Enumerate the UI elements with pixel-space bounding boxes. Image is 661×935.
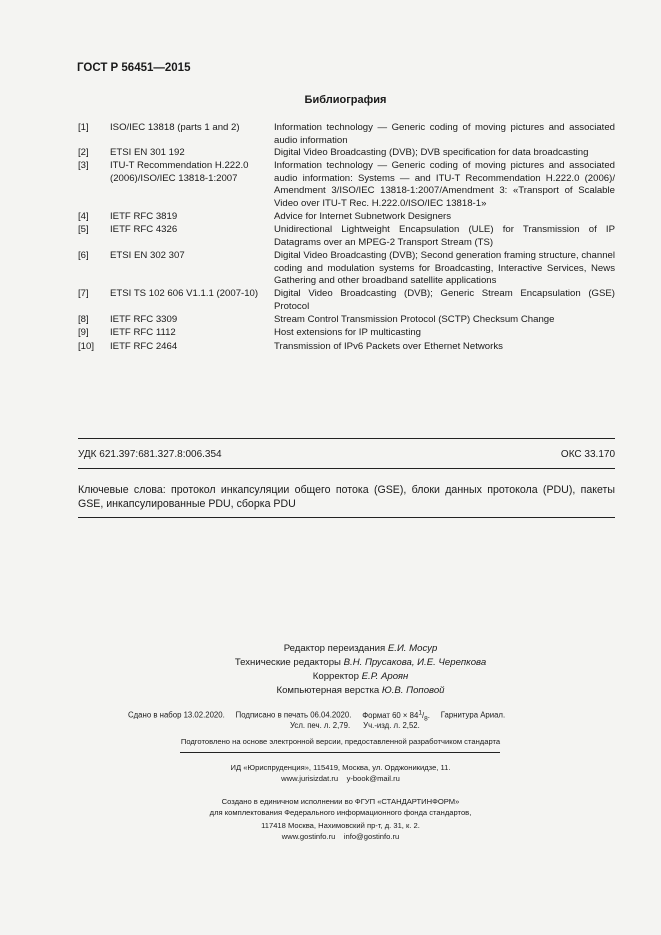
prepared-note: Подготовлено на основе электронной версии, предоставленной разработчиком стандарта — [180, 737, 501, 746]
entry-code: ETSI EN 301 192 — [110, 147, 185, 158]
publication-sheets: Уч.-изд. л. 2,52. — [363, 721, 420, 730]
entry-code: IETF RFC 3819 — [110, 211, 178, 222]
layout-label: Компьютерная верстка — [276, 685, 380, 696]
tech-editors-name: В.Н. Прусакова, И.Е. Черепкова — [343, 657, 487, 668]
entry-description: Transmission of IPv6 Packets over Ethernet Networks — [274, 341, 503, 352]
bibliography-title: Библиография — [304, 94, 387, 106]
editor-line — [60, 642, 661, 656]
tech-editors-line — [60, 656, 661, 670]
created-site: www.gostinfo.ru — [281, 832, 336, 841]
entry-number: [1] — [78, 122, 89, 133]
entry-description: Advice for Internet Subnetwork Designers — [274, 211, 452, 222]
entry-number: [10] — [78, 341, 95, 352]
corrector-line — [60, 670, 661, 684]
created-line-2: для комплектования Федерального информационного фонда стандартов, — [209, 808, 472, 817]
entry-description: Unidirectional Lightweight Encapsulation (ULE) for Transmission of IP Datagrams over an MPEG-2 Transport Stream (TS) — [274, 224, 615, 248]
entry-number: [3] — [78, 160, 89, 171]
bibliography-entry — [78, 147, 615, 160]
entry-code: ITU-T Recommendation H.222.0 (2006)/ISO/IEC 13818-1:2007 — [110, 160, 249, 184]
typeface: Гарнитура Ариал. — [440, 710, 506, 720]
credits-block — [0, 642, 661, 698]
standard-header: ГОСТ Р 56451—2015 — [77, 62, 191, 74]
sheets-row — [290, 721, 420, 730]
bibliography-entry — [78, 160, 615, 210]
created-address: 117418 Москва, Нахимовский пр-т, д. 31, к. 2. — [261, 821, 420, 830]
bibliography-entry — [78, 224, 615, 249]
entry-description: Information technology — Generic coding of moving pictures and associated audio information: Systems — and ITU-T Recommendation H.222.0 (2006)/ Amendment 3/ISO/IEC 13818-1:2007/Amendment 3: «Transport of Scalable Video over ITU-T Rec. H.222.0/ISO/IEC 13818-1» — [274, 160, 615, 209]
entry-number: [9] — [78, 327, 89, 338]
entry-description: Information technology — Generic coding of moving pictures and associated audio information — [274, 122, 615, 146]
entry-code: IETF RFC 3309 — [110, 314, 178, 325]
entry-code: IETF RFC 4326 — [110, 224, 178, 235]
entry-number: [6] — [78, 250, 89, 261]
entry-description: Digital Video Broadcasting (DVB); DVB specification for data broadcasting — [274, 147, 589, 158]
created-email: info@gostinfo.ru — [343, 832, 400, 841]
udk-code: УДК 621.397:681.327.8:006.354 — [78, 449, 222, 460]
publisher-address: ИД «Юриспруденция», 115419, Москва, ул. Орджоникидзе, 11. — [230, 763, 451, 772]
entry-code: ETSI EN 302 307 — [110, 250, 185, 261]
layout-line — [60, 684, 661, 698]
bibliography-entry — [78, 211, 615, 224]
submitted-date: Сдано в набор 13.02.2020. — [128, 710, 225, 720]
entry-description: Stream Control Transmission Protocol (SCTP) Checksum Change — [274, 314, 555, 325]
print-sheets: Усл. печ. л. 2,79. — [290, 721, 351, 730]
publisher-email: y-book@mail.ru — [346, 774, 400, 783]
corrector-label: Корректор — [312, 671, 359, 682]
publisher-contacts — [0, 773, 661, 784]
bibliography-entry — [78, 250, 615, 288]
bibliography-entry — [78, 122, 615, 147]
entry-number: [7] — [78, 288, 89, 299]
format-prefix: Формат 60 × 84 — [362, 710, 419, 720]
bibliography-entry — [78, 327, 615, 340]
corrector-name: Е.Р. Ароян — [361, 671, 409, 682]
entry-code: IETF RFC 1112 — [110, 327, 176, 338]
publisher-site: www.jurisizdat.ru — [281, 774, 339, 783]
created-line-1: Создано в единичном исполнении во ФГУП «СТАНДАРТИНФОРМ» — [221, 797, 460, 806]
divider-bottom — [78, 517, 615, 518]
entry-code: ETSI TS 102 606 V1.1.1 (2007-10) — [110, 288, 259, 299]
bibliography-entry — [78, 341, 615, 354]
divider-top — [78, 438, 615, 439]
entry-code: IETF RFC 2464 — [110, 341, 178, 352]
created-contacts — [0, 831, 661, 842]
format-denominator: 8 — [424, 715, 428, 723]
entry-description: Digital Video Broadcasting (DVB); Second generation framing structure, channel coding and modulation systems for Broadcasting, Interactive Services, News Gathering and other broadband satellite applications — [274, 250, 615, 287]
tech-editors-label: Технические редакторы — [234, 657, 341, 668]
bibliography-entry — [78, 288, 615, 313]
entry-number: [8] — [78, 314, 89, 325]
layout-name: Ю.В. Поповой — [381, 685, 445, 696]
entry-description: Host extensions for IP multicasting — [274, 327, 421, 338]
divider-middle — [78, 468, 615, 469]
format-numerator: 1 — [418, 709, 422, 716]
signed-date: Подписано в печать 06.04.2020. — [235, 710, 352, 720]
keywords: Ключевые слова: протокол инкапсуляции общего потока (GSE), блоки данных протокола (PDU), пакеты GSE, инкапсулированные PDU, сборка PDU — [78, 484, 615, 510]
editor-label: Редактор переиздания — [283, 643, 386, 654]
entry-number: [4] — [78, 211, 89, 222]
paper-format: Формат $60 \times 84^1/_8$. — [362, 709, 430, 723]
editor-name: Е.И. Мосур — [387, 643, 438, 654]
entry-description: Digital Video Broadcasting (DVB); Generic Stream Encapsulation (GSE) Protocol — [274, 288, 615, 312]
oks-code: ОКС 33.170 — [560, 449, 615, 460]
entry-code: ISO/IEC 13818 (parts 1 and 2) — [110, 122, 240, 133]
entry-number: [2] — [78, 147, 89, 158]
entry-number: [5] — [78, 224, 89, 235]
divider-imprint — [180, 752, 500, 753]
bibliography-entry — [78, 314, 615, 327]
